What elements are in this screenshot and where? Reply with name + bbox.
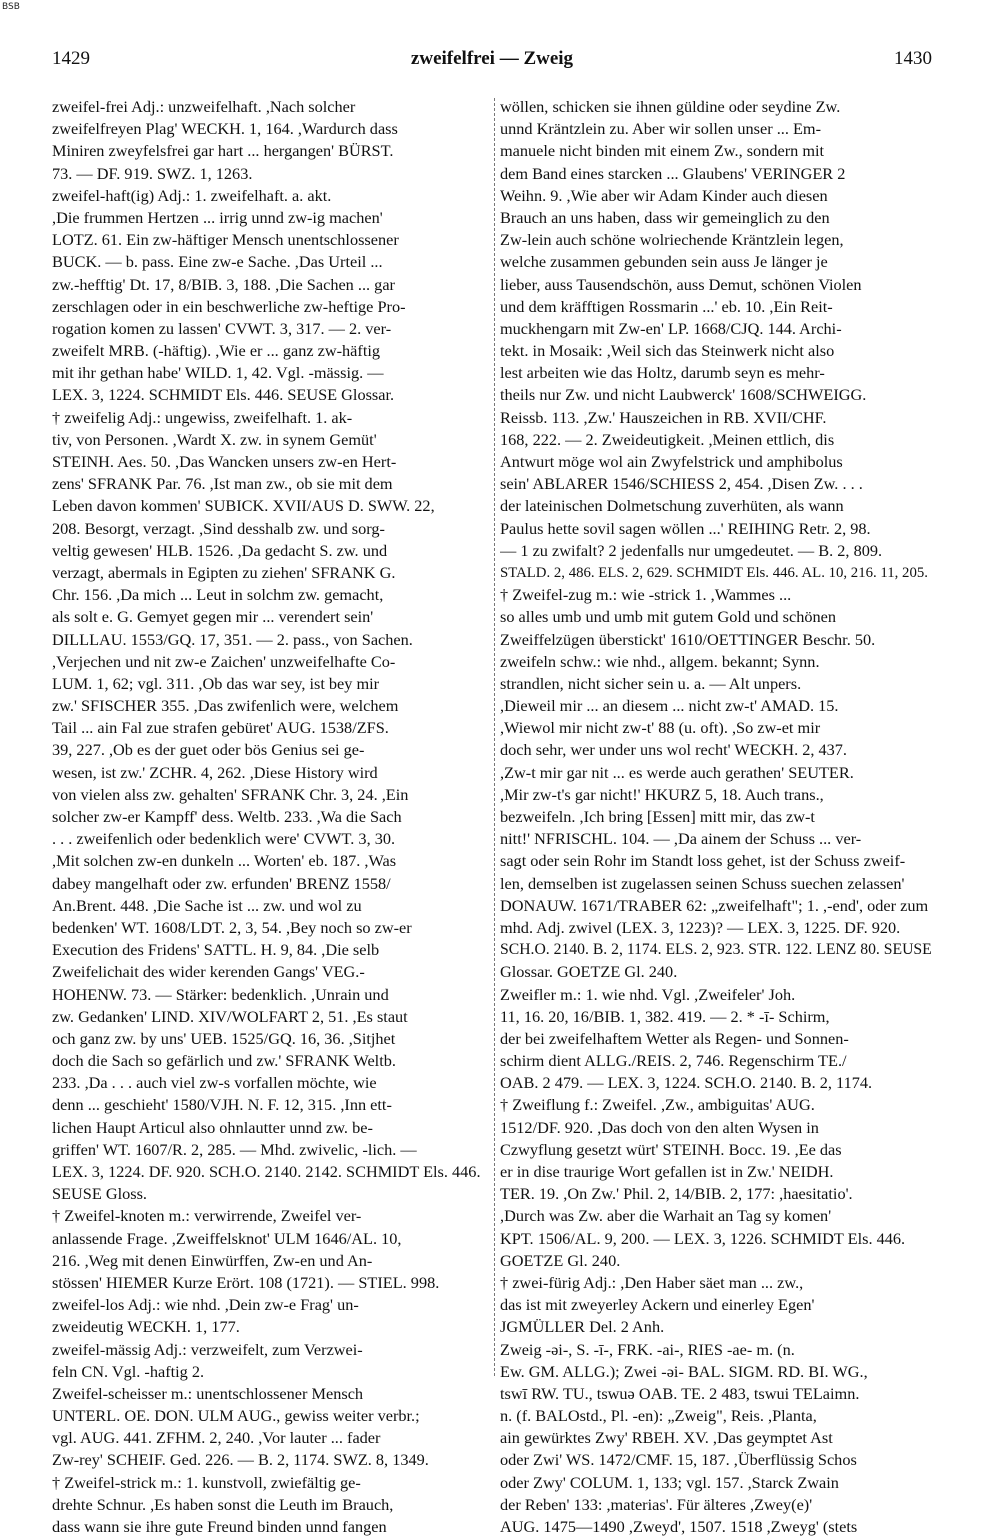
text-line: Zweifelichait des wider kerenden Gangs' VEG.- bbox=[52, 962, 365, 982]
text-line: dabey mangelhaft oder zw. erfunden' BRENZ 1558/ bbox=[52, 873, 391, 893]
text-line: verzagt, abermals in Egipten zu ziehen' SFRANK G. bbox=[52, 562, 396, 582]
text-line: sein' ABLARER 1546/SCHIESS 2, 454. ,Disen Zw. . . . bbox=[500, 474, 863, 494]
text-line: — 1 zu zwifalt? 2 jedenfalls nur umgedeutet. — B. 2, 809. bbox=[500, 540, 883, 560]
text-line: lichen Haupt Articul also ohnlautter unnd zw. be- bbox=[52, 1117, 373, 1137]
left-column bbox=[52, 96, 490, 1538]
text-line: veltig gewesen' HLB. 1526. ,Da gedacht S. zw. und bbox=[52, 540, 388, 560]
text-line: dass wann sie ihre gute Freund binden unnd fangen bbox=[52, 1517, 387, 1536]
text-line: Weihn. 9. ,Wie aber wir Adam Kinder auch diesen bbox=[500, 185, 828, 205]
text-line: LUM. 1, 62; vgl. 311. ,Ob das war sey, ist bey mir bbox=[52, 673, 380, 693]
text-line: . . . zweifenlich oder bedenklich were' CVWT. 3, 30. bbox=[52, 829, 396, 849]
text-line: nitt!' NFRISCHL. 104. — ,Da ainem der Schuss ... ver- bbox=[500, 829, 862, 849]
text-line: An.Brent. 448. ,Die Sache ist ... zw. und wol zu bbox=[52, 895, 362, 915]
text-line: wesen, ist zw.' ZCHR. 4, 262. ,Diese History wird bbox=[52, 762, 378, 782]
text-line: ,Mir zw-t's gar nicht!' HKURZ 5, 18. Auch trans., bbox=[500, 784, 824, 804]
text-line: ,Mit solchen zw-en dunkeln ... Worten' eb. 187. ,Was bbox=[52, 851, 397, 871]
text-line: 39, 227. ,Ob es der guet oder bös Genius sei ge- bbox=[52, 740, 365, 760]
text-line: Antwurt möge wol ain Zwyfelstrick und amphibolus bbox=[500, 452, 843, 471]
text-line: so alles umb und umb mit gutem Gold und schönen bbox=[500, 607, 836, 627]
right-column bbox=[500, 96, 932, 1538]
text-line: mhd. Adj. zwivel (LEX. 3, 1223)? — LEX. 3, 1225. DF. 920. bbox=[500, 917, 901, 937]
text-line: feln CN. Vgl. -haftig 2. bbox=[52, 1361, 205, 1381]
text-line: bezweifeln. ,Ich bring [Essen] mitt mir, das zw-t bbox=[500, 807, 815, 826]
text-line: TER. 19. ,On Zw.' Phil. 2, 14/BIB. 2, 177: ,haesitatio'. bbox=[500, 1184, 853, 1204]
text-line: unnd Kräntzlein zu. Aber wir sollen unser ... Em- bbox=[500, 119, 822, 139]
text-line: 73. — DF. 919. SWZ. 1, 1263. bbox=[52, 163, 253, 183]
text-line: ain gewürktes Zwy' RBEH. XV. ,Das geymptet Ast bbox=[500, 1428, 833, 1448]
text-line: DONAUW. 1671/TRABER 62: „zweifelhaft"; 1. ,-end', oder zum bbox=[500, 895, 929, 915]
text-line: mit ihr gethan habe' WILD. 1, 42. Vgl. -mässig. — bbox=[52, 363, 384, 383]
text-line: zweifel-haft(ig) Adj.: 1. zweifelhaft. a. akt. bbox=[52, 185, 332, 205]
text-line: lest arbeiten wie das Holtz, darumb seyn es mehr- bbox=[500, 363, 825, 383]
text-line: UNTERL. OE. DON. ULM AUG., gewiss weiter verbr.; bbox=[52, 1406, 420, 1426]
text-line: ,Dieweil mir ... an diesem ... nicht zw-t' AMAD. 15. bbox=[500, 696, 839, 716]
text-line: der Reben' 133: ,materias'. Für älteres ,Zwey(e)' bbox=[500, 1494, 813, 1514]
text-line: muckhengarn mit Zw-en' LP. 1668/CJQ. 144. Archi- bbox=[500, 318, 842, 338]
text-line: Paulus hette sovil sagen wöllen ...' REIHING Retr. 2, 98. bbox=[500, 518, 871, 538]
text-line: tswī RW. TU., tswuə OAB. TE. 2 483, tswui TELaimn. bbox=[500, 1383, 860, 1403]
text-line: 233. ,Da . . . auch viel zw-s vorfallen möchte, wie bbox=[52, 1073, 377, 1093]
text-line: 208. Besorgt, verzagt. ,Sind desshalb zw. und sorg- bbox=[52, 518, 385, 538]
text-line: len, demselben ist zugelassen seinen Schuss suechen zelassen' bbox=[500, 873, 905, 893]
text-line: zweifel-mässig Adj.: verzweifelt, zum Verzwei- bbox=[52, 1339, 363, 1359]
text-line: ,Zw-t mir gar nit ... es werde auch gerathen' SEUTER. bbox=[500, 762, 854, 782]
text-line: OAB. 2 479. — LEX. 3, 1224. SCH.O. 2140. B. 2, 1174. bbox=[500, 1073, 873, 1093]
text-line: † Zweifel-strick m.: 1. kunstvoll, zwiefältig ge- bbox=[52, 1472, 361, 1492]
text-line: Ew. GM. ALLG.); Zwei -əi- BAL. SIGM. RD. BI. WG., bbox=[500, 1361, 868, 1381]
page-number-right: 1430 bbox=[894, 48, 932, 69]
text-line: der bei zweifelhaftem Wetter als Regen- und Sonnen- bbox=[500, 1028, 849, 1048]
text-line: Zweifel-scheisser m.: unentschlossener Mensch bbox=[52, 1383, 364, 1403]
text-line: solcher zw-er Kampff' dess. Weltb. 233. ,Wa die Sach bbox=[52, 807, 402, 826]
text-line: welche zusammen gebunden sein auss Je länger je bbox=[500, 252, 828, 272]
text-line: Execution des Fridens' SATTL. H. 9, 84. ,Die selb bbox=[52, 940, 380, 960]
text-line: griffen' WT. 1607/R. 2, 285. — Mhd. zwivelic, -lich. — bbox=[52, 1139, 417, 1159]
running-title: zweifelfrei — Zweig bbox=[410, 48, 574, 69]
text-line: och ganz zw. by uns' UEB. 1525/GQ. 16, 36. ,Sitjhet bbox=[52, 1028, 396, 1048]
text-line: STEINH. Aes. 50. ,Das Wancken unsers zw-en Hert- bbox=[52, 452, 397, 471]
text-line: Glossar. GOETZE Gl. 240. bbox=[500, 962, 678, 982]
text-line: Reissb. 113. ,Zw.' Hauszeichen in RB. XVII/CHF. bbox=[500, 407, 827, 427]
text-line: doch sehr, wer under uns wol recht' WECKH. 2, 437. bbox=[500, 740, 847, 760]
text-line: BUCK. — b. pass. Eine zw-e Sache. ,Das Urteil ... bbox=[52, 252, 383, 272]
text-line: n. (f. BALOstd., Pl. -en): „Zweig", Reis. ,Planta, bbox=[500, 1406, 817, 1426]
text-line: als solt e. G. Gemyet gegen mir ... verendert sein' bbox=[52, 607, 374, 627]
page-number-left: 1429 bbox=[52, 48, 90, 69]
text-line: zweifel-frei Adj.: unzweifelhaft. ,Nach solcher bbox=[52, 97, 356, 116]
text-line: JGMÜLLER Del. 2 Anh. bbox=[500, 1317, 665, 1337]
text-line: Tail ... ain Fal zue strafen gebüret' AUG. 1538/ZFS. bbox=[52, 718, 389, 738]
text-line: STALD. 2, 486. ELS. 2, 629. SCHMIDT Els. 446. AL. 10, 216. 11, 205. bbox=[500, 564, 928, 581]
text-line: anlassende Frage. ,Zweiffelsknot' ULM 1646/AL. 10, bbox=[52, 1228, 402, 1248]
text-line: AUG. 1475—1490 ,Zweyd', 1507. 1518 ,Zweyg' (stets bbox=[500, 1517, 858, 1536]
text-line: KPT. 1506/AL. 9, 200. — LEX. 3, 1226. SCHMIDT Els. 446. bbox=[500, 1228, 906, 1248]
text-line: zw.' SFISCHER 355. ,Das zwifenlich were, welchem bbox=[52, 696, 399, 716]
page-header bbox=[52, 48, 932, 74]
text-line: manuele nicht binden mit einem Zw., sondern mit bbox=[500, 141, 825, 161]
text-line: † Zweifel-zug m.: wie -strick 1. ,Wammes ... bbox=[500, 585, 792, 605]
text-line: drehte Schnur. ,Es haben sonst die Leuth im Brauch, bbox=[52, 1494, 394, 1514]
text-line: strandlen, nicht sicher sein u. a. — Alt unpers. bbox=[500, 673, 802, 693]
text-line: LEX. 3, 1224. SCHMIDT Els. 446. SEUSE Glossar. bbox=[52, 385, 395, 405]
text-line: tiv, von Personen. ,Wardt X. zw. in synem Gemüt' bbox=[52, 429, 377, 449]
text-line: zweifel-los Adj.: wie nhd. ,Dein zw-e Frag' un- bbox=[52, 1295, 359, 1315]
text-line: DILLLAU. 1553/GQ. 17, 351. — 2. pass., von Sachen. bbox=[52, 629, 413, 649]
text-line: stössen' HIEMER Kurze Erört. 108 (1721). — STIEL. 998. bbox=[52, 1272, 440, 1292]
text-line: † zwei-fürig Adj.: ,Den Haber säet man ... zw., bbox=[500, 1272, 804, 1292]
text-line: zweideutig WECKH. 1, 177. bbox=[52, 1317, 240, 1337]
text-line: lieber, auss Tausendschön, auss Demut, schönen Violen bbox=[500, 274, 862, 294]
text-line: SCH.O. 2140. B. 2, 1174. ELS. 2, 923. STR. 122. LENZ 80. SEUSE bbox=[500, 941, 932, 959]
text-line: bedenken' WT. 1608/LDT. 2, 3, 54. ,Bey noch so zw-er bbox=[52, 917, 412, 937]
library-stamp: BSB bbox=[2, 2, 20, 12]
text-line: zw.-hefftig' Dt. 17, 8/BIB. 3, 188. ,Die Sachen ... gar bbox=[52, 274, 395, 294]
text-line: das ist mit zweyerley Ackern und einerley Egen' bbox=[500, 1295, 815, 1315]
text-line: zweifeln schw.: wie nhd., allgem. bekannt; Synn. bbox=[500, 651, 820, 671]
text-line: LEX. 3, 1224. DF. 920. SCH.O. 2140. 2142. SCHMIDT Els. 446. bbox=[52, 1162, 481, 1181]
text-line: von vielen alss zw. gehalten' SFRANK Chr. 3, 24. ,Ein bbox=[52, 784, 409, 804]
text-line: und dem kräfftigen Rossmarin ...' eb. 10. ,Ein Reit- bbox=[500, 296, 833, 316]
text-line: ,Wiewol mir nicht zw-t' 88 (u. oft). ,So zw-et mir bbox=[500, 718, 821, 738]
text-line: Zweig -əi-, S. -ī-, FRK. -ai-, RIES -ae- m. (n. bbox=[500, 1339, 795, 1359]
text-line: Leben davon kommen' SUBICK. XVII/AUS D. SWW. 22, bbox=[52, 496, 435, 516]
text-line: Zw-rey' SCHEIF. Ged. 226. — B. 2, 1174. SWZ. 8, 1349. bbox=[52, 1450, 429, 1470]
text-line: tekt. in Mosaik: ,Weil sich das Steinwerk nicht also bbox=[500, 341, 835, 361]
text-line: der lateinischen Dolmetschung zuverhüten, als wann bbox=[500, 496, 844, 516]
text-line: zweifelfreyen Plag' WECKH. 1, 164. ,Wardurch dass bbox=[52, 119, 398, 139]
text-line: dem Band eines starcken ... Glaubens' VERINGER 2 bbox=[500, 163, 846, 183]
text-line: 11, 16. 20, 16/BIB. 1, 382. 419. — 2. * -ī- Schirm, bbox=[500, 1006, 830, 1026]
text-line: Czwyflung gesetzt würt' STEINH. Bocc. 19. ,Ee das bbox=[500, 1139, 842, 1159]
text-line: † Zweifel-knoten m.: verwirrende, Zweifel ver- bbox=[52, 1206, 362, 1226]
text-line: HOHENW. 73. — Stärker: bedenklich. ,Unrain und bbox=[52, 984, 389, 1004]
text-line: ,Verjechen und nit zw-e Zaichen' unzweifelhafte Co- bbox=[52, 651, 396, 671]
text-line: rogation komen zu lassen' CVWT. 3, 317. — 2. ver- bbox=[52, 318, 392, 338]
text-line: zweifelt MRB. (-häftig). ,Wie er ... ganz zw-häftig bbox=[52, 341, 381, 361]
text-line: Zw-lein auch schöne wolriechende Kräntzlein legen, bbox=[500, 230, 844, 250]
text-line: Miniren zweyfelsfrei gar hart ... hergangen' BÜRST. bbox=[52, 141, 394, 161]
text-line: GOETZE Gl. 240. bbox=[500, 1250, 621, 1270]
text-line: zens' SFRANK Par. 76. ,Ist man zw., ob sie mit dem bbox=[52, 474, 393, 494]
text-line: er in dise traurige Wort gefallen ist in Zw.' NEIDH. bbox=[500, 1162, 834, 1181]
text-line: Brauch an uns haben, dass wir gemeinglich zu den bbox=[500, 207, 830, 227]
text-line: ,Durch was Zw. aber die Warhait an Tag sy komen' bbox=[500, 1206, 832, 1226]
text-line: zerschlagen oder in ein beschwerliche zw-heftige Pro- bbox=[52, 296, 406, 316]
text-line: 1512/DF. 920. ,Das doch von den alten Wysen in bbox=[500, 1117, 819, 1137]
text-line: zw. Gedanken' LIND. XIV/WOLFART 2, 51. ,Es staut bbox=[52, 1006, 408, 1026]
text-line: LOTZ. 61. Ein zw-häftiger Mensch unentschlossener bbox=[52, 230, 399, 250]
text-line: schirm dient ALLG./REIS. 2, 746. Regenschirm TE./ bbox=[500, 1051, 847, 1071]
text-line: † Zweiflung f.: Zweifel. ,Zw., ambiguitas' AUG. bbox=[500, 1095, 815, 1115]
text-line: vgl. AUG. 441. ZFHM. 2, 240. ,Vor lauter ... fader bbox=[52, 1428, 381, 1448]
text-line: ,Die frummen Hertzen ... irrig unnd zw-ig machen' bbox=[52, 207, 383, 227]
text-line: theils nur Zw. und nicht Laubwerck' 1608/SCHWEIGG. bbox=[500, 385, 867, 405]
text-line: Zweiffelzügen überstickt' 1610/OETTINGER Beschr. 50. bbox=[500, 629, 876, 649]
text-line: denn ... geschieht' 1580/VJH. N. F. 12, 315. ,Inn ett- bbox=[52, 1095, 392, 1115]
text-line: Chr. 156. ,Da mich ... Leut in solchm zw. gemacht, bbox=[52, 585, 384, 605]
text-line: doch die Sach so gefärlich und zw.' SFRANK Weltb. bbox=[52, 1051, 396, 1071]
text-line: wöllen, schicken sie ihnen güldine oder seydine Zw. bbox=[500, 97, 841, 116]
text-line: 168, 222. — 2. Zweideutigkeit. ,Meinen ettlich, dis bbox=[500, 429, 835, 449]
text-line: SEUSE Gloss. bbox=[52, 1184, 147, 1204]
text-line: † zweifelig Adj.: ungewiss, zweifelhaft. 1. ak- bbox=[52, 407, 353, 427]
text-line: 216. ,Weg mit denen Einwürffen, Zw-en und An- bbox=[52, 1250, 373, 1270]
text-line: oder Zwi' WS. 1472/CMF. 15, 187. ,Überflüssig Schos bbox=[500, 1450, 857, 1470]
text-line: sagt oder sein Rohr im Standt loss gehet, ist der Schuss zweif- bbox=[500, 851, 906, 871]
text-line: oder Zwy' COLUM. 1, 133; vgl. 157. ,Starck Zwain bbox=[500, 1472, 839, 1492]
text-line: Zweifler m.: 1. wie nhd. Vgl. ,Zweifeler' Joh. bbox=[500, 984, 796, 1004]
column-divider bbox=[494, 98, 495, 1376]
